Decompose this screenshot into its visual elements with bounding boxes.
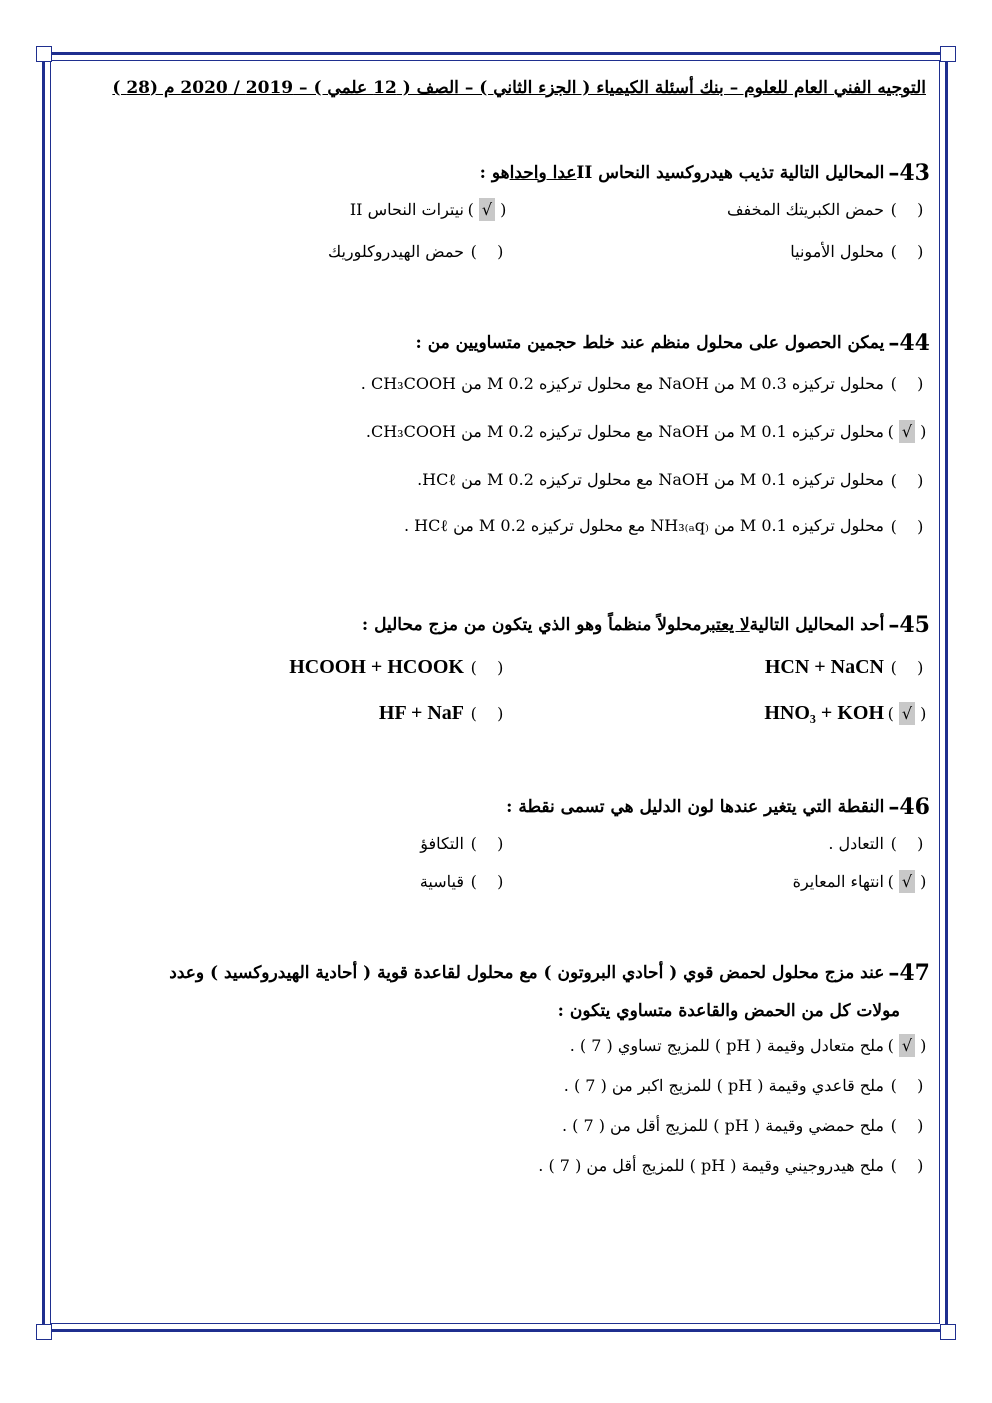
question-text: هو : [479,163,510,183]
border-corner [36,46,52,62]
border-corner [36,1324,52,1340]
option-47-2[interactable] [564,1076,930,1095]
option-44-4[interactable] [404,516,930,536]
answer-box[interactable]: ( ) [890,200,924,219]
answer-box[interactable]: ( ) [890,516,924,536]
check-mark-icon: √ [899,870,915,893]
answer-box[interactable]: ( ) [470,872,504,891]
question-number: 43– [888,160,930,186]
answer-box[interactable]: ( ) [890,374,924,393]
option-formula: HCN + NaCN [764,656,884,678]
border-corner [940,1324,956,1340]
question-number: 45– [888,612,930,638]
answer-box[interactable]: ( ) [470,658,504,677]
question-43 [60,156,930,190]
question-text: محلولاً منظماً وهو الذي يتكون من مزج محاليل : [361,615,702,635]
option-text: التعادل . [828,834,884,853]
check-mark-icon: √ [899,420,915,443]
option-47-3[interactable] [562,1116,930,1135]
option-text: محلول تركيزه 0.1 M من NH₃₍ₐq₎ مع محلول تركيزه 0.2 M من HCℓ . [403,516,884,535]
option-text: ملح هيدروجيني وقيمة ( pH ) للمزيج أقل من ( 7 ) . [538,1156,884,1175]
answer-box[interactable]: ( ) [470,704,504,723]
option-text: محلول تركيزه 0.1 M من NaOH مع محلول تركيزه 0.2 M من HCℓ. [417,470,884,489]
option-47-4[interactable] [538,1156,930,1175]
answer-box[interactable]: ( ) [890,1076,924,1095]
option-44-2[interactable] [366,422,930,441]
option-43-3[interactable] [790,242,930,261]
check-mark-icon: √ [479,198,495,221]
option-45-4[interactable] [379,702,510,725]
option-44-1[interactable] [361,374,930,393]
answer-box[interactable]: ( √ ) [467,200,507,219]
answer-box[interactable]: ( √ ) [887,422,927,441]
page-header: التوجيه الفني العام للعلوم – بنك أسئلة الكيمياء ( الجزء الثاني ) – الصف ( 12 علمي ) – 2019 / 2020 م (28 ) [112,78,926,98]
option-43-2[interactable] [350,200,510,219]
option-formula: HNO₃ + KOH [764,702,884,724]
answer-box[interactable]: ( √ ) [887,1036,927,1055]
answer-box[interactable]: ( √ ) [887,872,927,891]
option-text: حمض الهيدروكلوريك [327,242,464,261]
answer-box[interactable]: ( ) [470,242,504,261]
option-formula: HCOOH + HCOOK [289,656,464,678]
page-content [60,60,930,1310]
question-number: 46– [888,794,930,820]
question-47 [60,956,930,990]
option-text: ملح حمضي وقيمة ( pH ) للمزيج أقل من ( 7 ) . [561,1116,884,1135]
question-text: عند مزج محلول لحمض قوي ( أحادي البروتون ) مع محلول لقاعدة قوية ( أحادية الهيدروكسيد ) وعدد [169,963,885,983]
option-text: نيترات النحاس II [349,200,464,219]
question-text: النقطة التي يتغير عندها لون الدليل هي تسمى نقطة : [506,797,885,817]
check-mark-icon: √ [899,702,915,725]
option-text: محلول تركيزه 0.1 M من NaOH مع محلول تركيزه 0.2 M من CH₃COOH. [365,422,884,441]
question-text-underlined: عدا واحدا [509,163,577,183]
question-44 [60,326,930,360]
option-text: انتهاء المعايرة [792,872,884,891]
option-formula: HF + NaF [378,702,464,724]
answer-box[interactable]: ( ) [890,834,924,853]
question-47-cont [60,994,900,1028]
question-number: 44– [888,330,930,356]
option-43-4[interactable] [328,242,510,261]
option-text: حمض الكبريتك المخفف [726,200,884,219]
border-corner [940,46,956,62]
question-text: يمكن الحصول على محلول منظم عند خلط حجمين متساويين من : [415,333,885,353]
answer-box[interactable]: ( ) [890,242,924,261]
question-46 [60,790,930,824]
option-46-3[interactable] [793,872,930,891]
question-text: المحاليل التالية تذيب هيدروكسيد النحاس II [576,163,885,183]
answer-box[interactable]: ( ) [890,658,924,677]
question-text: أحد المحاليل التالية [749,615,885,635]
answer-box[interactable]: ( √ ) [887,704,927,723]
option-46-2[interactable] [420,834,510,853]
question-text-underlined: لا يعتبر [701,615,750,635]
answer-box[interactable]: ( ) [890,1156,924,1175]
option-text: قياسية [419,872,464,891]
option-47-1[interactable] [570,1036,930,1055]
option-46-1[interactable] [828,834,930,853]
check-mark-icon: √ [899,1034,915,1057]
option-text: ملح قاعدي وقيمة ( pH ) للمزيج اكبر من ( 7 ) . [563,1076,884,1095]
option-45-1[interactable] [765,656,930,679]
option-43-1[interactable] [727,200,930,219]
option-45-2[interactable] [289,656,510,679]
question-text: مولات كل من الحمض والقاعدة متساوي يتكون : [557,1001,900,1021]
answer-box[interactable]: ( ) [890,1116,924,1135]
option-text: التكافؤ [420,834,464,853]
option-45-3[interactable] [764,702,930,725]
option-46-4[interactable] [420,872,510,891]
question-number: 47– [888,960,930,986]
answer-box[interactable]: ( ) [470,834,504,853]
option-44-3[interactable] [417,470,930,490]
option-text: ملح متعادل وقيمة ( pH ) للمزيج تساوي ( 7 ) . [569,1036,884,1055]
question-45 [60,608,930,642]
option-text: محلول تركيزه 0.3 M من NaOH مع محلول تركيزه 0.2 M من CH₃COOH . [360,374,884,393]
answer-box[interactable]: ( ) [890,470,924,490]
option-text: محلول الأمونيا [790,242,884,261]
